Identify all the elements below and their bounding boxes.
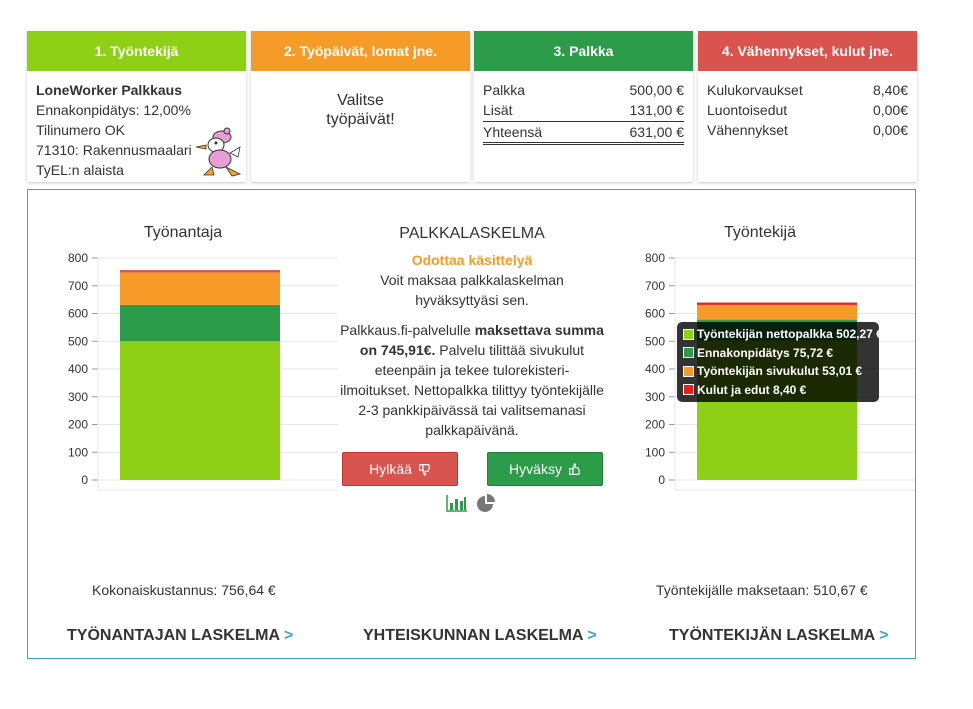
chevron-right-icon: > (879, 627, 889, 644)
employer-cost-chart (48, 250, 338, 500)
y-tick-label: 600 (67, 306, 88, 321)
salary-row-value: 500,00 € (629, 82, 684, 98)
select-workdays-line2: työpäivät! (326, 111, 395, 128)
step-header-employee[interactable]: 1. Työntekijä (27, 31, 246, 71)
chart-tooltip (677, 322, 883, 402)
deductions-summary (698, 71, 917, 140)
thumbs-down-icon (418, 463, 431, 476)
deduction-row-label: Kulukorvaukset (707, 82, 803, 98)
step-card-deductions[interactable] (698, 31, 917, 182)
approve-label: Hyväksy (509, 461, 562, 477)
society-calculation-link[interactable] (363, 627, 597, 645)
payslip-description-text: Palvelu tilittää sivukulut eteenpäin ja tekee tulorekisteri-ilmoitukset. Nettopalkka tilittyy työntekijälle 2-3 pankkipäivässä tai valitsemanasi palkkapäivänä. (340, 342, 604, 438)
salary-row-label: Lisät (483, 102, 513, 118)
step-header-salary[interactable]: 3. Palkka (474, 31, 693, 71)
bar-segment (697, 303, 857, 305)
y-tick-label: 0 (81, 473, 88, 487)
select-workdays-line1: Valitse (337, 92, 384, 109)
salary-summary (474, 71, 693, 145)
y-tick-label: 800 (67, 251, 88, 265)
deduction-row (707, 80, 908, 100)
y-tick-label: 400 (67, 362, 88, 376)
step-card-employee[interactable] (27, 31, 246, 182)
tooltip-label: Kulut ja edut 8,40 € (697, 382, 807, 397)
deduction-row-value: 0,00€ (872, 122, 908, 138)
salary-row-value: 131,00 € (629, 102, 684, 118)
tooltip-label: Ennakonpidätys 75,72 € (697, 345, 834, 360)
tooltip-row (683, 325, 883, 344)
tooltip-label: Työntekijän sivukulut 53,01 € (697, 364, 863, 378)
payslip-description-text: Palkkaus.fi-palvelulle (340, 322, 475, 338)
cartoon-duck-icon (192, 127, 244, 179)
deduction-row-value: 8,40€ (872, 82, 908, 98)
step-header-deductions[interactable]: 4. Vähennykset, kulut jne. (698, 31, 917, 71)
bar-segment (120, 270, 280, 272)
tooltip-swatch (683, 366, 694, 377)
chevron-right-icon: > (587, 627, 597, 644)
select-workdays-prompt[interactable] (251, 71, 470, 129)
salary-row (483, 100, 684, 120)
step-card-salary[interactable] (474, 31, 693, 182)
employee-calculation-label: TYÖNTEKIJÄN LASKELMA (669, 627, 875, 644)
y-tick-label: 300 (67, 389, 88, 404)
employee-net-payment: Työntekijälle maksetaan: 510,67 € (656, 582, 868, 598)
y-tick-label: 0 (658, 473, 665, 487)
bar-segment (120, 341, 280, 480)
step-header-workdays[interactable]: 2. Työpäivät, lomat jne. (251, 31, 470, 71)
employee-tyel: TyEL:n alaista (36, 162, 124, 178)
y-tick-label: 500 (67, 334, 88, 349)
tooltip-swatch (683, 329, 694, 340)
salary-total-label: Yhteensä (483, 124, 543, 140)
salary-row-label: Palkka (483, 82, 526, 98)
employer-calculation-label: TYÖNANTAJAN LASKELMA (67, 627, 280, 644)
deduction-row-label: Luontoisedut (707, 102, 788, 118)
deduction-row-value: 0,00€ (872, 102, 908, 118)
tooltip-swatch (683, 384, 694, 395)
deduction-row-label: Vähennykset (707, 122, 788, 138)
reject-button[interactable] (342, 452, 458, 486)
y-tick-label: 200 (644, 417, 665, 432)
deduction-row (707, 120, 908, 140)
employee-profession: 71310: Rakennusmaalari (36, 142, 192, 158)
employer-chart-title: Työnantaja (143, 224, 223, 241)
y-tick-label: 700 (644, 278, 665, 293)
chart-view-toggle (446, 494, 496, 512)
tooltip-swatch (683, 347, 694, 358)
tooltip-row (683, 344, 873, 363)
y-tick-label: 500 (644, 334, 665, 349)
deduction-row (707, 100, 908, 120)
employee-name: LoneWorker Palkkaus (36, 82, 183, 98)
employee-calculation-link[interactable] (669, 627, 888, 645)
payslip-title: PALKKALASKELMA (399, 225, 545, 242)
employer-total-cost: Kokonaiskustannus: 756,64 € (92, 582, 276, 598)
step-card-workdays[interactable] (251, 31, 470, 182)
employee-chart-title: Työntekijä (723, 224, 797, 241)
pie-chart-icon[interactable] (476, 494, 496, 512)
y-tick-label: 700 (67, 278, 88, 293)
payslip-amount: maksettava summa on 745,91€. (359, 322, 604, 358)
salary-total-value: 631,00 € (629, 124, 684, 140)
y-tick-label: 200 (67, 417, 88, 432)
employee-tax-rate: Ennakonpidätys: 12,00% (36, 102, 191, 118)
salary-total-row (483, 121, 684, 145)
y-tick-label: 100 (67, 445, 88, 460)
bar-segment (697, 305, 857, 320)
tooltip-row (683, 381, 873, 400)
tooltip-row (683, 362, 873, 381)
employee-account-status: Tilinumero OK (36, 122, 125, 138)
y-tick-label: 600 (644, 306, 665, 321)
chevron-right-icon: > (283, 627, 294, 644)
tooltip-label: Työntekijän nettopalkka 502,27 € (697, 327, 883, 341)
salary-row (483, 80, 684, 100)
payslip-status: Odottaa käsittelyä (411, 252, 533, 268)
thumbs-up-icon (568, 463, 581, 476)
society-calculation-label: YHTEISKUNNAN LASKELMA (363, 627, 583, 644)
payslip-summary (340, 224, 604, 440)
bar-segment (120, 305, 280, 341)
y-tick-label: 800 (644, 251, 665, 265)
reject-label: Hylkää (369, 461, 412, 477)
y-tick-label: 300 (644, 389, 665, 404)
approve-button[interactable] (487, 452, 603, 486)
y-tick-label: 100 (644, 445, 665, 460)
bar-segment (120, 272, 280, 304)
payslip-info: Voit maksaa palkkalaskelman hyväksyttyäsi sen. (380, 272, 564, 308)
payslip-description (340, 320, 604, 440)
y-tick-label: 400 (644, 362, 665, 376)
payroll-calculation-panel (27, 189, 916, 659)
employer-calculation-link[interactable] (67, 627, 293, 645)
bar-chart-icon[interactable] (446, 494, 468, 512)
